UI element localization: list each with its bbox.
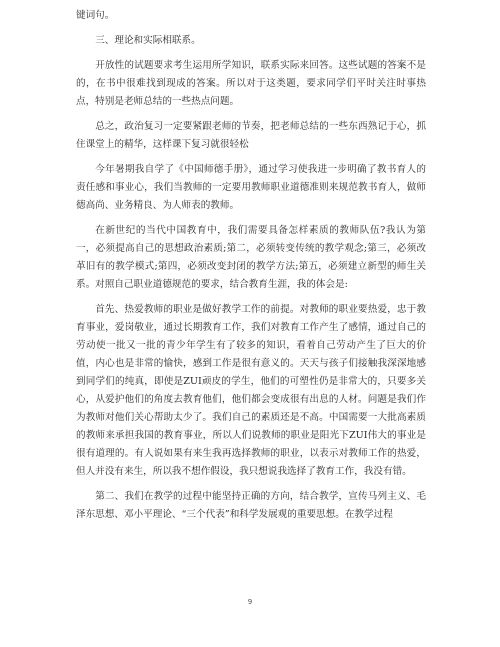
page-number: 9 <box>247 598 253 606</box>
paragraph-spacer <box>76 111 426 118</box>
paragraph-spacer <box>76 50 426 57</box>
paragraph-spacer <box>76 215 426 222</box>
paragraph-teacher-quality: 在新世纪的当代中国教育中，我们需要具备怎样素质的教师队伍?我认为第一，必须提高自己的思想政治素质;第二，必须转变传统的教学观念;第三，必须改革旧有的教学模式;第四，必须改变封闭的教学方法;第五，必须建立新型的师生关系。对照自己职业道德规范的要求，结合教育生涯，我的体会是: <box>76 225 426 290</box>
paragraph-summary: 总之，政治复习一定要紧跟老师的节奏，把老师总结的一些东西熟记于心，抓住课堂上的精华，这样课下复习就很轻松 <box>76 121 426 150</box>
paragraph-spacer <box>76 154 426 161</box>
paragraph-spacer <box>76 481 426 488</box>
paragraph-spacer <box>76 25 426 32</box>
section-heading: 三、理论和实际相联系。 <box>95 35 201 46</box>
paragraph-self-study: 今年暑期我自学了《中国师德手册》，通过学习使我进一步明确了教书育人的责任感和事业心，我们当教师的一定要用教师职业道德准则来规范教书育人，做师德高尚、业务精良、为人师表的教师。 <box>76 164 426 211</box>
paragraph-correct-direction: 第二、我们在教学的过程中能坚持正确的方向，结合教学，宣传马列主义、毛泽东思想、邓小平理论、“三个代表”和科学发展观的重要思想。在教学过程 <box>76 491 426 520</box>
paragraph-love-of-teaching: 首先、热爱教师的职业是做好教学工作的前提。对教师的职业要热爱，忠于教育事业，爱岗敬业，通过长期教育工作，我们对教育工作产生了感情，通过自己的劳动使一批又一批的青少年学生有了较多的知识，看着自己劳动产生了巨大的价值，内心也是非常的愉快，感到工作是很有意义的。天天与孩子们接触我深深地感到同学们的纯真，即使是ZUI顽皮的学生，他们的可塑性仍是非常大的，只要多关心，从爱护他们的角度去教育他们，他们都会变成很有出息的人材。问题是我们作为教师对他们关心帮助太少了。我们自己的素质还是不高。中国需要一大批高素质的教师来承担我国的教育事业，所以人们说教师的职业是阳光下ZUI伟大的事业是很有道理的。有人说如果有来生我再选择教师的职业，以表示对教师工作的热爱，但人并没有来生，所以我不想作假设，我只想说我选择了教育工作，我没有错。 <box>76 304 426 477</box>
document-body <box>76 7 426 524</box>
paragraph-spacer <box>76 294 426 301</box>
paragraph-open-questions: 开放性的试题要求考生运用所学知识，联系实际来回答。这些试题的答案不是的，在书中很难找到现成的答案。所以对于这类题，要求同学们平时关注时事热点，特别是老师总结的一些热点问题。 <box>76 60 426 107</box>
paragraph-fragment: 键词句。 <box>76 10 115 21</box>
